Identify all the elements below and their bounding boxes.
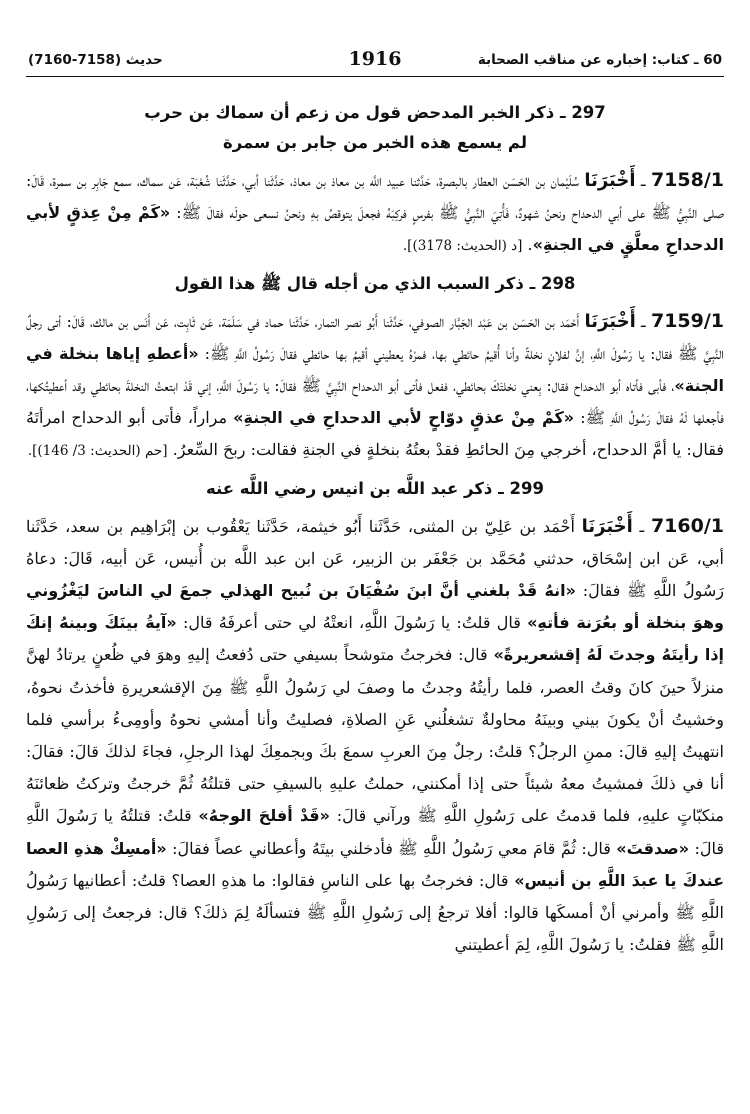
hadith-paragraph: 7159/1 ـ أَخْبَرَنَا أَحْمَد بن الحَسَن بن عَبْد الجَبَّار الصوفي، حَدَّثَنا أَبُو نصر التمار، حَدَّثَنا حماد في سَلَمَة، عَن ثَابِت، عَن أَنَس بن مالك، قَالَ: أتى رجلٌ النَّبِيَّ ﷺ فقال: يا رَسُولَ اللَّهِ، إنَّ لفلانٍ نخلةً وأنا أُقيمُ حائطي بها، فمرْهُ يعطيني أقيمُ بها حائطي فقالَ رَسُولُ اللَّهِ ﷺ: «أعطهِ إياها بنخلة في الجنة»، فأبى فأتاه أبو الدحداح فقال: بِعني نخلتَكَ بحائطي، ففعل فأتى أبو الدحداح النَّبِيَّ ﷺ فقالَ: يا رَسُولَ اللَّهِ، إني قَدْ ابتعتُ النخلةَ بحائطي وقد أعطيتُكها، فأجعلها لَهُ فقالَ رَسُولُ اللَّهِ ﷺ: «كَمْ مِنْ عذقٍ دوّاحٍ لأبي الدحداحِ في الجنةِ» مراراً، فأتى أبو الدحداح امرأتَهُ فقال: يا أمَّ الدحداح، أخرجي مِنَ الحائطِ فقدْ بعتُهُ بنخلةٍ في الجنةِ فقالت: ربحَ السِّعرُ. [حم (الحديث: 3/ 146)]. [26, 309, 725, 460]
section-heading [26, 269, 724, 299]
prophetic-quote: «قَدْ أفلحَ الوجهُ» [198, 806, 330, 826]
hadith-number: 7159/1 [650, 309, 725, 332]
prophetic-quote: «آيةُ بينَكَ وبينهُ إنكَ إذا رأيتَهُ وجدتَ لَهُ إقشعريرةً» [26, 613, 725, 665]
hadith-text: مراراً، فأتى أبو الدحداح امرأتَهُ فقال: يا أمَّ الدحداح، أخرجي مِنَ الحائطِ فقدْ بعتُهُ بنخلةٍ في الجنةِ فقالت: ربحَ السِّعرُ. [26, 408, 724, 460]
chapter-title: 60 ـ كتاب: إخباره عن مناقب الصحابة [477, 52, 722, 68]
hadith-text: قال: فخرجتُ بها على الناسِ فقالوا: ما هذهِ العصا؟ قلتُ: أعطانيها رَسُولُ اللَّهِ ﷺ وأمرني أنْ أمسكَها قالوا: أفلا ترجعُ إلى رَسُولِ اللَّهِ ﷺ فتسألَهُ لِمَ ذلكَ؟ قال: فرجعتُ إلى رَسُولِ اللَّهِ ﷺ فقلتُ: يا رَسُولَ اللَّهِ، لِمَ أعطيتني [26, 870, 725, 955]
prophetic-quote: «كَمْ مِنْ عِذقٍ لأبي الدحداحِ معلَّقٍ في الجنةِ» [26, 203, 724, 255]
prophetic-quote: «أعطهِ إياها بنخلة في الجنة» [26, 343, 724, 396]
hadith-text: ، فأبى فأتاه أبو الدحداح فقال: بِعني نخلتَكَ بحائطي، ففعل فأتى أبو الدحداح النَّبِيَّ ﷺ فقالَ: يا رَسُولَ اللَّهِ، إني قَدْ ابتعتُ النخلةَ بحائطي وقد أعطيتُكها، فأجعلها لَهُ فقالَ رَسُولُ اللَّهِ ﷺ: [26, 376, 724, 428]
hadith-paragraph: 7158/1 ـ أَخْبَرَنَا سُلَيْمان بن الحَسَن العطار بالبصرة، حَدَّثنا عبيد اللَّه بن معاذ بن معاذ، حَدَّثَنا أبي، حَدَّثَنا شُعْبَة، عَن سماك، سمع جَابِر بن سمرة، قَالَ: صلى النَّبِيُّ ﷺ على أبي الدحداح ونحنُ شهودٌ، فَأُتِيَ النَّبِيُّ ﷺ بفرسٍ فركِبَهُ فجعلَ يتوقصُ بهِ ونحنُ نسعى حولَه فقالَ ﷺ: «كَمْ مِنْ عِذقٍ لأبي الدحداحِ معلَّقٍ في الجنةِ». [د (الحديث: 3178)]. [26, 169, 725, 255]
section-heading [26, 474, 724, 504]
hadith-number: 7160/1 [650, 514, 724, 537]
prophetic-quote: «كَمْ مِنْ عذقٍ دوّاحٍ لأبي الدحداحِ في الجنةِ» [233, 408, 575, 428]
prophetic-quote: «أمسِكْ هذهِ العصا عندكَ يا عبدَ اللَّهِ بن أنيس» [26, 838, 724, 890]
section-heading [26, 98, 724, 158]
section-heading-line: 299 ـ ذكر عبد اللَّه بن انيس رضي اللَّه عنه [206, 478, 544, 498]
section-heading-line: لم يسمع هذه الخبر من جابر بن سمرة [222, 133, 528, 152]
hadith-range: حديث (7158-7160) [28, 52, 163, 68]
akhbarana-word: أَخْبَرَنَا [584, 310, 636, 332]
prophetic-quote: «صدقتَ» [616, 838, 690, 858]
hadith-text: أَحْمَد بن عَلِيّ بن المثنى، حَدَّثَنا أَبُو خيثمة، حَدَّثَنا يَعْقُوب بن إبْرَاهِيم بن سعد، حَدَّثَنا أبي، عَن ابن إسْحَاق، حدثني مُحَمَّد بن جَعْفَر بن الزبير، عَن ابن عبد اللَّه بن أُنيس، عَن أبيه، قَالَ: دعاهُ رَسُولُ اللَّهِ ﷺ فقالَ: [26, 516, 725, 601]
akhbarana-word: أَخْبَرَنَا [584, 170, 636, 191]
prophetic-quote: «انهُ قَدْ بلغني أنَّ ابنَ سُفْيَانَ بن نُبيح الهذلي جمعَ لي الناسَ ليَغْزُوني وهوَ بنخلة أو بعُرَنة فأتهِ» [26, 581, 724, 633]
hadith-text: أَحْمَد بن الحَسَن بن عَبْد الجَبَّار الصوفي، حَدَّثَنا أَبُو نصر التمار، حَدَّثَنا حماد في سَلَمَة، عَن ثَابِت، عَن أَنَس بن مالك، قَالَ: أتى رجلٌ النَّبِيَّ ﷺ فقال: يا رَسُولَ اللَّهِ، إنَّ لفلانٍ نخلةً وأنا أُقيمُ حائطي بها، فمرْهُ يعطيني أقيمُ بها حائطي فقالَ رَسُولُ اللَّهِ ﷺ: [26, 311, 725, 363]
akhbarana-word: أَخْبَرَنَا [581, 515, 633, 537]
section-heading-line: 298 ـ ذكر السبب الذي من أجله قال ﷺ هذا القول [174, 273, 576, 293]
hadith-text: قلتُ: قتلتُهُ يا رَسُولَ اللَّهِ قالَ: [26, 806, 725, 858]
running-header [26, 46, 724, 77]
hadith-reference: [حم (الحديث: 3/ 146)]. [27, 443, 168, 460]
hadith-text: قال: ثُمَّ قامَ معي رَسُولُ اللَّهِ ﷺ فأدخلني بيتَهُ وأعطاني عصاً فقالَ: [172, 838, 611, 858]
hadith-paragraph: 7160/1 ـ أَخْبَرَنَا أَحْمَد بن عَلِيّ بن المثنى، حَدَّثَنا أَبُو خيثمة، حَدَّثَنا يَعْقُوب بن إبْرَاهِيم بن سعد، حَدَّثَنا أبي، عَن ابن إسْحَاق، حدثني مُحَمَّد بن جَعْفَر بن الزبير، عَن ابن عبد اللَّه بن أُنيس، عَن أبيه، قَالَ: دعاهُ رَسُولُ اللَّهِ ﷺ فقالَ: «انهُ قَدْ بلغني أنَّ ابنَ سُفْيَانَ بن نُبيح الهذلي جمعَ لي الناسَ ليَغْزُوني وهوَ بنخلة أو بعُرَنة فأتهِ» قال قلتُ: يا رَسُولَ اللَّهِ، انعتْهُ لي حتى أعرفَهُ قال: «آيةُ بينَكَ وبينهُ إنكَ إذا رأيتَهُ وجدتَ لَهُ إقشعريرةً» قال: فخرجتُ متوشحاً بسيفي حتى دُفعتُ إليهِ وهوَ في ظُعنٍ يرتادُ لهنَّ منزلاً حينَ كانَ وقتُ العصر، فلما رأيتُهُ وجدتُ ما وصفَ لي رَسُولُ اللَّهِ ﷺ مِنَ الإقشعريرةِ فأخذتُ نحوهُ، وخشيتُ أنْ يكونَ بيني وبينَهُ محاولةٌ تشغلُني عَنِ الصلاةِ، فصليتُ وأنا أمشي نحوهُ وأومِىءُ برأسي فلما انتهيتُ إليهِ قالَ: ممنِ الرجلُ؟ قلتُ: رجلٌ مِنَ العربِ سمعَ بكَ وبجمعِكَ لهذا الرجلِ، فجاءَ لذلكَ قالَ: فقالَ: أنا في ذلكَ فمشيتُ معهُ شيئاً حتى إذا أمكنني، حملتُ عليهِ بالسيفِ حتى قتلتُهُ ثُمَّ خرجتُ وتركتُ ظعائنَهُ منكبّاتٍ عليهِ، فلما قدمتُ على رَسُولِ اللَّهِ ﷺ ورآني قالَ: «قَدْ أفلحَ الوجهُ» قلتُ: قتلتُهُ يا رَسُولَ اللَّهِ قالَ: «صدقتَ» قال: ثُمَّ قامَ معي رَسُولُ اللَّهِ ﷺ فأدخلني بيتَهُ وأعطاني عصاً فقالَ: «أمسِكْ هذهِ العصا عندكَ يا عبدَ اللَّهِ بن أنيس» قال: فخرجتُ بها على الناسِ فقالوا: ما هذهِ العصا؟ قلتُ: أعطانيها رَسُولُ اللَّهِ ﷺ وأمرني أنْ أمسكَها قالوا: أفلا ترجعُ إلى رَسُولِ اللَّهِ ﷺ فتسألَهُ لِمَ ذلكَ؟ قال: فرجعتُ إلى رَسُولِ اللَّهِ ﷺ فقلتُ: يا رَسُولَ اللَّهِ، لِمَ أعطيتني [26, 514, 725, 955]
hadith-number: 7158/1 [650, 169, 724, 191]
hadith-text: قال قلتُ: يا رَسُولَ اللَّهِ، انعتْهُ لي حتى أعرفَهُ قال: [183, 613, 521, 633]
hadith-text: قال: فخرجتُ متوشحاً بسيفي حتى دُفعتُ إليهِ وهوَ في ظُعنٍ يرتادُ لهنَّ منزلاً حينَ كانَ وقتُ العصر، فلما رأيتُهُ وجدتُ ما وصفَ لي رَسُولُ اللَّهِ ﷺ مِنَ الإقشعريرةِ فأخذتُ نحوهُ، وخشيتُ أنْ يكونَ بيني وبينَهُ محاولةٌ تشغلُني عَنِ الصلاةِ، فصليتُ وأنا أمشي نحوهُ وأومِىءُ برأسي فلما انتهيتُ إليهِ قالَ: ممنِ الرجلُ؟ قلتُ: رجلٌ مِنَ العربِ سمعَ بكَ وبجمعِكَ لهذا الرجلِ، فجاءَ لذلكَ قالَ: فقالَ: أنا في ذلكَ فمشيتُ معهُ شيئاً حتى إذا أمكنني، حملتُ عليهِ بالسيفِ حتى قتلتُهُ ثُمَّ خرجتُ وتركتُ ظعائنَهُ منكبّاتٍ عليهِ، فلما قدمتُ على رَسُولِ اللَّهِ ﷺ ورآني قالَ: [26, 645, 725, 826]
section-heading-line: 297 ـ ذكر الخبر المدحض قول من زعم أن سماك بن حرب [144, 103, 606, 122]
hadith-reference: [د (الحديث: 3178)]. [402, 238, 523, 255]
page-body [26, 98, 724, 967]
page-number: 1916 [348, 48, 402, 70]
hadith-text: سُلَيْمان بن الحَسَن العطار بالبصرة، حَدَّثنا عبيد اللَّه بن معاذ بن معاذ، حَدَّثَنا أبي، حَدَّثَنا شُعْبَة، عَن سماك، سمع جَابِر بن سمرة، قَالَ: صلى النَّبِيُّ ﷺ على أبي الدحداح ونحنُ شهودٌ، فَأُتِيَ النَّبِيُّ ﷺ بفرسٍ فركِبَهُ فجعلَ يتوقصُ بهِ ونحنُ نسعى حولَه فقالَ ﷺ: [26, 171, 725, 223]
